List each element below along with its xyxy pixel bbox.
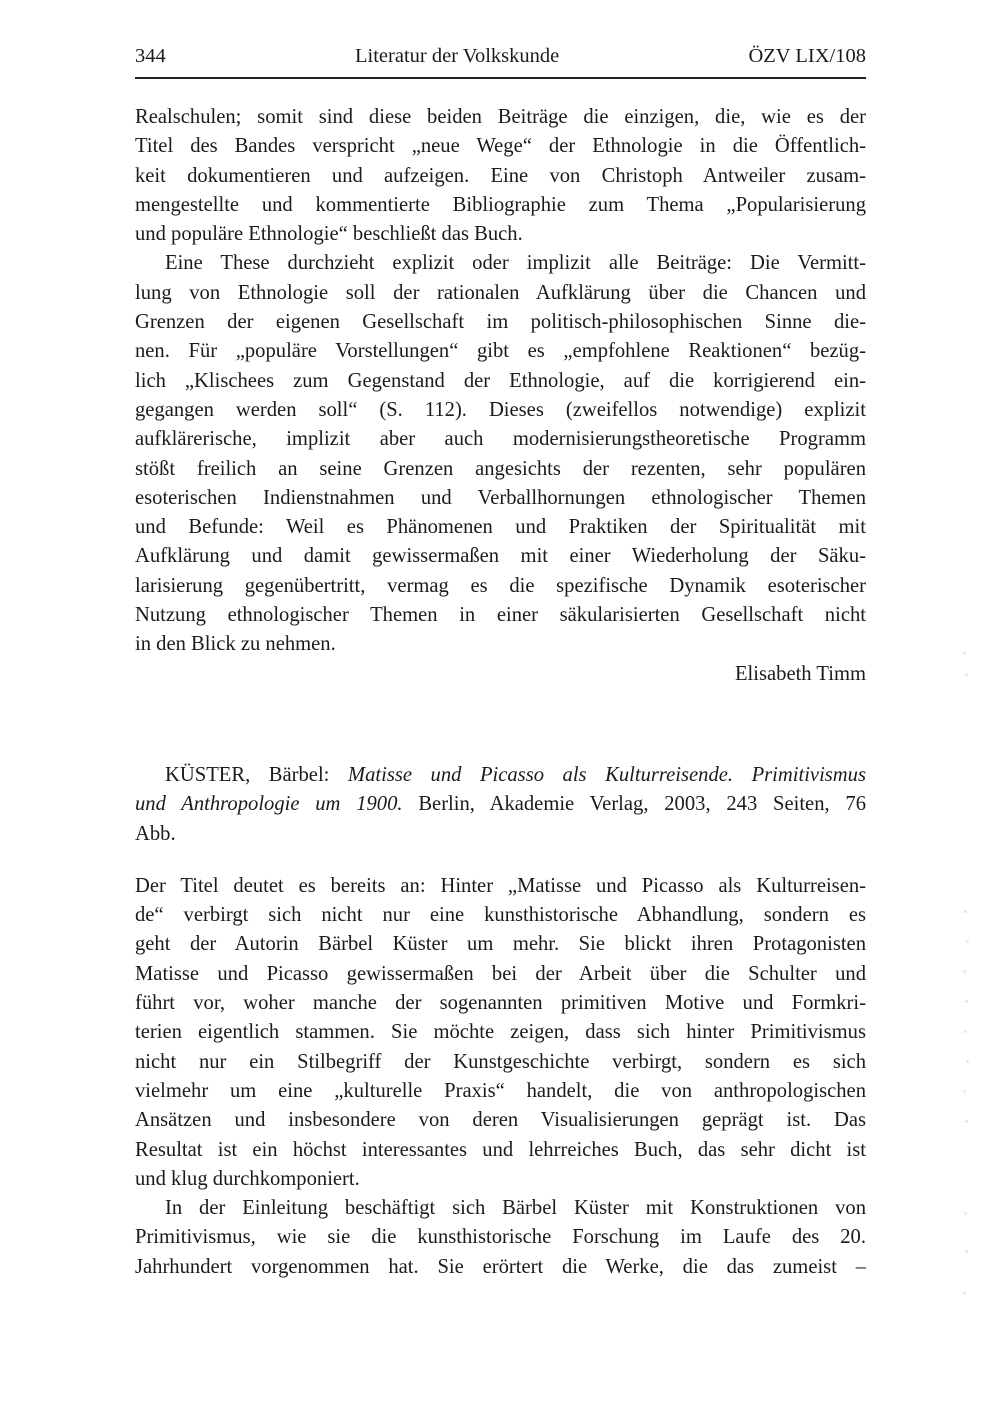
text-line: Nutzung ethnologischer Themen in einer säkularisierten Gesellschaft nicht bbox=[135, 604, 866, 627]
text-line: keit dokumentieren und aufzeigen. Eine von Christoph Antweiler zusam- bbox=[135, 164, 866, 187]
text-line: Ansätzen und insbesondere von deren Visualisierungen geprägt ist. Das bbox=[135, 1109, 866, 1132]
text-line: vielmehr um eine „kulturelle Praxis“ handelt, die von anthropologischen bbox=[135, 1079, 866, 1102]
text-line: geht der Autorin Bärbel Küster um mehr. Sie blickt ihren Protagonisten bbox=[135, 933, 866, 956]
page-header bbox=[135, 44, 866, 68]
text-line: aufklärerische, implizit aber auch modernisierungstheoretische Programm bbox=[135, 428, 866, 451]
text-line: und klug durchkomponiert. bbox=[135, 1167, 360, 1190]
paragraph bbox=[135, 249, 866, 659]
text-line: Titel des Bandes verspricht „neue Wege“ der Ethnologie in die Öffentlich- bbox=[135, 135, 866, 158]
paragraph bbox=[135, 872, 866, 1194]
text-line: In der Einleitung beschäftigt sich Bärbel Küster mit Konstruktionen von bbox=[165, 1197, 866, 1220]
text-line: in den Blick zu nehmen. bbox=[135, 633, 336, 656]
text-line: Primitivismus, wie sie die kunsthistorische Forschung im Laufe des 20. bbox=[135, 1226, 866, 1249]
book-title-italic: Matisse und Picasso als Kulturreisende. Primitivismus bbox=[347, 763, 866, 786]
text-line: Matisse und Picasso gewissermaßen bei der Arbeit über die Schulter und bbox=[135, 962, 866, 985]
page-content bbox=[135, 44, 866, 1282]
text-column bbox=[135, 103, 866, 1282]
text-line bbox=[135, 790, 866, 819]
text-line: und populäre Ethnologie“ beschließt das Buch. bbox=[135, 223, 523, 246]
text-line: Jahrhundert vorgenommen hat. Sie erörtert die Werke, die das zumeist – bbox=[135, 1255, 866, 1278]
text-line: mengestellte und kommentierte Bibliographie zum Thema „Popularisierung bbox=[135, 193, 866, 216]
page-number: 344 bbox=[135, 45, 166, 67]
citation-text: Berlin, Akademie Verlag, 2003, 243 Seiten, 76 bbox=[402, 793, 866, 816]
text-line: führt vor, woher manche der sogenannten primitiven Motive und Formkri- bbox=[135, 992, 866, 1015]
text-line bbox=[135, 761, 866, 790]
text-line: Grenzen der eigenen Gesellschaft im politisch-philosophischen Sinne die- bbox=[135, 311, 866, 334]
text-line: larisierung gegenübertritt, vermag es die spezifische Dynamik esoterischer bbox=[135, 574, 866, 597]
running-title: Literatur der Volkskunde bbox=[355, 45, 560, 67]
text-line: terien eigentlich stammen. Sie möchte zeigen, dass sich hinter Primitivismus bbox=[135, 1021, 866, 1044]
text-line: nen. Für „populäre Vorstellungen“ gibt es „empfohlene Reaktionen“ bezüg- bbox=[135, 340, 866, 363]
text-line bbox=[135, 820, 866, 849]
scan-artifact-specks bbox=[963, 652, 966, 655]
citation-text: Abb. bbox=[135, 822, 176, 845]
text-line: stößt freilich an seine Grenzen angesichts der rezenten, sehr populären bbox=[135, 457, 866, 480]
text-line: gegangen werden soll“ (S. 112). Dieses (zweifellos notwendige) explizit bbox=[135, 398, 866, 421]
text-line: de“ verbirgt sich nicht nur eine kunsthistorische Abhandlung, sondern es bbox=[135, 904, 866, 927]
text-line: und Befunde: Weil es Phänomenen und Praktiken der Spiritualität mit bbox=[135, 516, 866, 539]
header-rule bbox=[135, 77, 866, 79]
text-line: lich „Klischees zum Gegenstand der Ethnologie, auf die korrigierend ein- bbox=[135, 369, 866, 392]
text-line: Aufklärung und damit gewissermaßen mit einer Wiederholung der Säku- bbox=[135, 545, 866, 568]
journal-issue: ÖZV LIX/108 bbox=[748, 45, 866, 67]
text-line: Realschulen; somit sind diese beiden Beiträge die einzigen, die, wie es der bbox=[135, 106, 866, 128]
citation-text: KÜSTER, Bärbel: bbox=[165, 763, 348, 786]
book-title-italic: und Anthropologie um 1900. bbox=[135, 793, 403, 816]
text-line: esoterischen Indienstnahmen und Verballhornungen ethnologischer Themen bbox=[135, 486, 866, 509]
text-line: lung von Ethnologie soll der rationalen Aufklärung über die Chancen und bbox=[135, 281, 866, 304]
text-line: Resultat ist ein höchst interessantes und lehrreiches Buch, das sehr dicht ist bbox=[135, 1138, 866, 1161]
paragraph bbox=[135, 103, 866, 249]
text-line: nicht nur ein Stilbegriff der Kunstgeschichte verbirgt, sondern es sich bbox=[135, 1050, 866, 1073]
book-citation bbox=[135, 761, 866, 849]
reviewer-byline: Elisabeth Timm bbox=[734, 662, 866, 685]
text-line: Der Titel deutet es bereits an: Hinter „Matisse und Picasso als Kulturreisen- bbox=[135, 874, 866, 897]
paragraph bbox=[135, 1194, 866, 1282]
text-line: Eine These durchzieht explizit oder implizit alle Beiträge: Die Vermitt- bbox=[165, 252, 866, 275]
